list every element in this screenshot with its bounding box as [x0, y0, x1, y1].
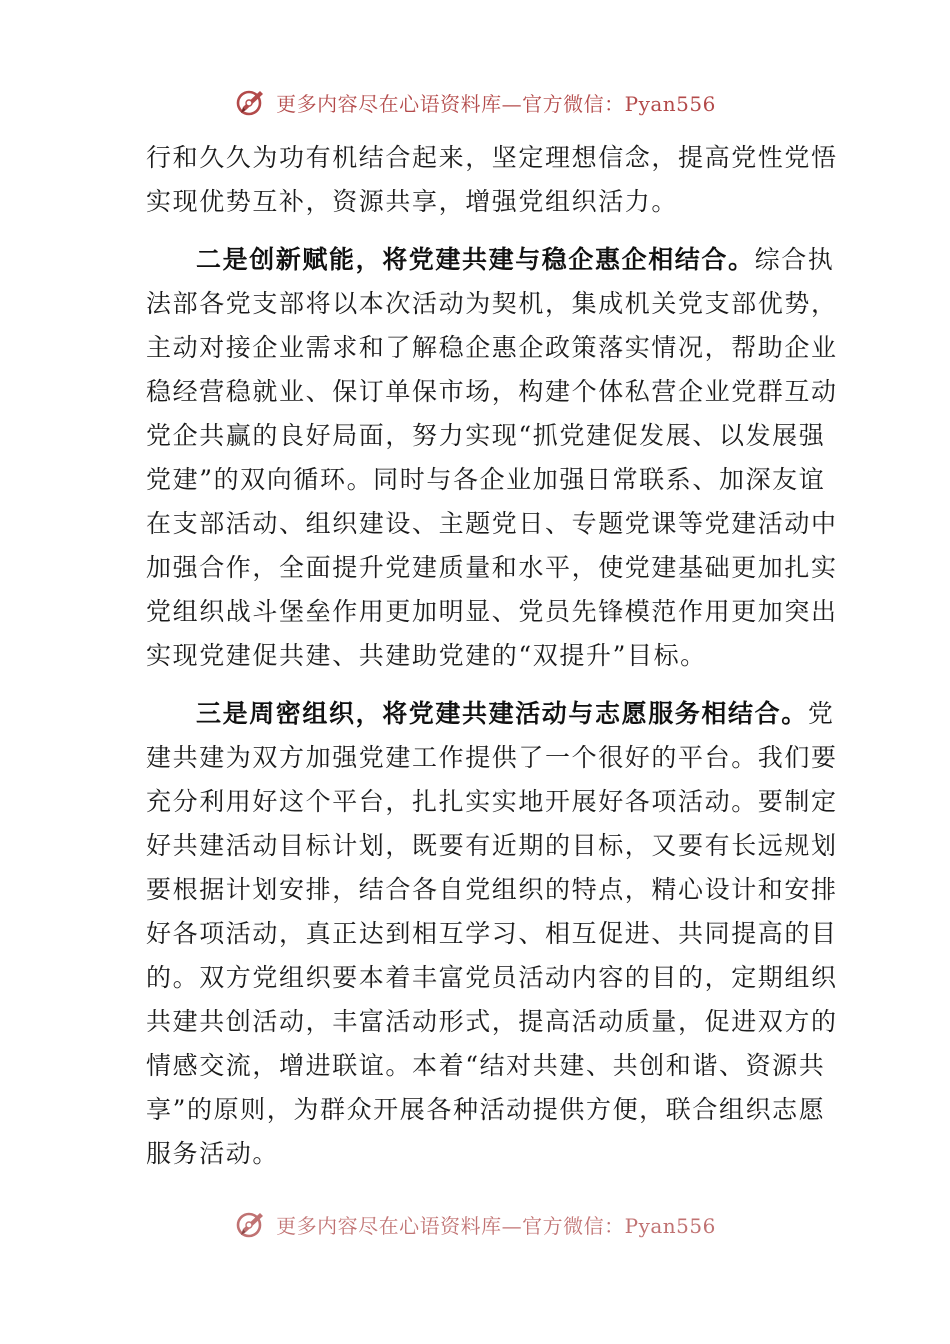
watermark-text: 更多内容尽在心语资料库—官方微信：Pyan556 — [276, 91, 716, 116]
text-line: 法部各党支部将以本次活动为契机，集成机关党支部优势， — [146, 289, 838, 318]
text-line: 情感交流，增进联谊。本着“结对共建、共创和谐、资源共 — [146, 1051, 826, 1080]
text-line: 的。双方党组织要本着丰富党员活动内容的目的，定期组织 — [146, 963, 838, 992]
text-line: 共建共创活动，丰富活动形式，提高活动质量，促进双方的 — [146, 1007, 838, 1036]
paragraph-heading: 二是创新赋能，将党建共建与稳企惠企相结合。 — [196, 245, 755, 274]
pen-circle-logo-icon — [234, 1207, 268, 1241]
text-run: 党 — [807, 699, 835, 728]
text-line: 充分利用好这个平台，扎扎实实地开展好各项活动。要制定 — [146, 787, 838, 816]
watermark-text: 更多内容尽在心语资料库—官方微信：Pyan556 — [276, 1213, 716, 1238]
text-line: 党企共赢的良好局面，努力实现“抓党建促发展、以发展强 — [146, 421, 826, 450]
text-line: 稳经营稳就业、保订单保市场，构建个体私营企业党群互动 — [146, 377, 838, 406]
paragraph-2 — [146, 238, 838, 678]
text-line: 好共建活动目标计划，既要有近期的目标，又要有长远规划 — [146, 831, 838, 860]
text-line: 行和久久为功有机结合起来，坚定理想信念，提高党性党悟 — [146, 143, 838, 172]
paragraph-first-line — [146, 238, 835, 282]
text-line: 要根据计划安排，结合各自党组织的特点，精心设计和安排 — [146, 875, 838, 904]
text-line: 享”的原则，为群众开展各种活动提供方便，联合组织志愿 — [146, 1095, 826, 1124]
paragraph-first-line — [146, 692, 835, 736]
text-run: 综合执 — [754, 245, 835, 274]
paragraph-3 — [146, 692, 838, 1176]
text-line: 党组织战斗堡垒作用更加明显、党员先锋模范作用更加突出 — [146, 597, 838, 626]
text-line: 建共建为双方加强党建工作提供了一个很好的平台。我们要 — [146, 743, 838, 772]
text-line: 实现党建促共建、共建助党建的“双提升”目标。 — [146, 641, 707, 670]
document-body — [146, 136, 838, 1176]
text-line: 在支部活动、组织建设、主题党日、专题党课等党建活动中 — [146, 509, 838, 538]
text-line: 党建”的双向循环。同时与各企业加强日常联系、加深友谊 — [146, 465, 826, 494]
text-line: 好各项活动，真正达到相互学习、相互促进、共同提高的目 — [146, 919, 838, 948]
paragraph-heading: 三是周密组织，将党建共建活动与志愿服务相结合。 — [196, 699, 808, 728]
header-watermark — [0, 82, 950, 122]
text-line: 服务活动。 — [146, 1139, 280, 1168]
paragraph-1 — [146, 136, 838, 224]
pen-circle-logo-icon — [234, 85, 268, 119]
text-line: 实现优势互补，资源共享，增强党组织活力。 — [146, 187, 679, 216]
footer-watermark — [0, 1204, 950, 1244]
text-line: 加强合作，全面提升党建质量和水平，使党建基础更加扎实 — [146, 553, 838, 582]
text-line: 主动对接企业需求和了解稳企惠企政策落实情况，帮助企业 — [146, 333, 838, 362]
